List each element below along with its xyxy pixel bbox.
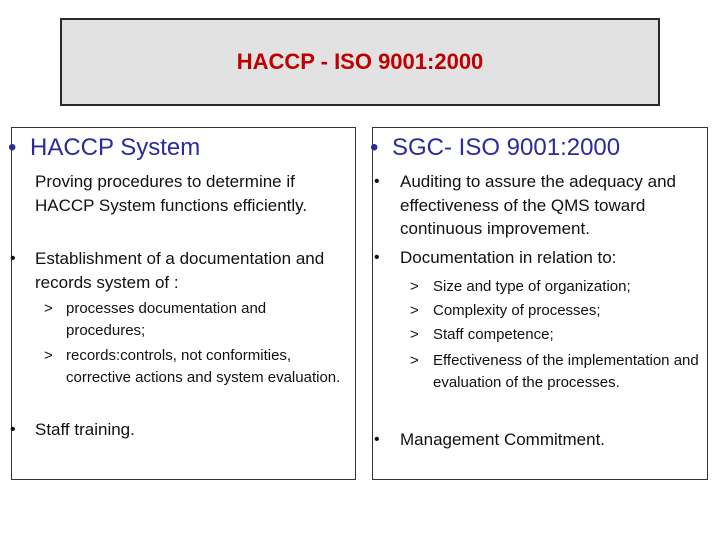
left-heading <box>8 134 200 162</box>
left-item-last <box>10 418 345 442</box>
right-subitem-1 <box>410 276 700 298</box>
bullet-icon: • <box>374 249 380 266</box>
left-item-2-text: Establishment of a documentation and records system of : <box>35 249 325 292</box>
left-subitem-2-text: records:controls, not conformities, corrective actions and system evaluation. <box>66 347 341 386</box>
right-item-1 <box>374 170 699 241</box>
left-item-last-text: Staff training. <box>35 420 135 439</box>
bullet-icon: • <box>374 173 380 190</box>
slide-title: HACCP - ISO 9001:2000 <box>236 49 484 74</box>
right-subitem-3 <box>410 324 700 346</box>
left-subitem-2 <box>44 345 344 389</box>
title-box <box>60 18 660 106</box>
bullet-icon: • <box>10 421 16 438</box>
right-subitem-2-text: Complexity of processes; <box>433 302 601 319</box>
right-subitem-1-text: Size and type of organization; <box>433 278 631 295</box>
right-item-last-text: Management Commitment. <box>400 430 606 449</box>
bullet-icon: • <box>374 431 380 448</box>
right-item-2-text: Documentation in relation to: <box>400 248 617 267</box>
left-heading-text: HACCP System <box>30 134 201 161</box>
right-subitem-4 <box>410 350 700 394</box>
bullet-icon: • <box>370 134 379 161</box>
left-item-1 <box>35 170 345 217</box>
right-item-last <box>374 428 699 452</box>
left-subitem-1-text: processes documentation and procedures; <box>66 300 267 339</box>
right-item-2 <box>374 246 699 270</box>
left-subitem-1 <box>44 298 344 342</box>
arrow-icon: > <box>410 278 419 295</box>
arrow-icon: > <box>44 347 53 364</box>
arrow-icon: > <box>410 302 419 319</box>
right-item-1-text: Auditing to assure the adequacy and effectiveness of the QMS toward continuous improvement. <box>400 172 676 238</box>
right-heading-text: SGC- ISO 9001:2000 <box>392 134 621 161</box>
arrow-icon: > <box>44 300 53 317</box>
right-subitem-2 <box>410 300 700 322</box>
left-item-1-text: Proving procedures to determine if HACCP System functions efficiently. <box>35 172 308 215</box>
right-heading <box>370 134 620 162</box>
bullet-icon: • <box>8 134 17 161</box>
right-subitem-4-text: Effectiveness of the implementation and evaluation of the processes. <box>433 352 699 391</box>
left-item-2 <box>10 247 345 294</box>
arrow-icon: > <box>410 326 419 343</box>
bullet-icon: • <box>10 250 16 267</box>
right-subitem-3-text: Staff competence; <box>433 326 554 343</box>
arrow-icon: > <box>410 352 419 369</box>
